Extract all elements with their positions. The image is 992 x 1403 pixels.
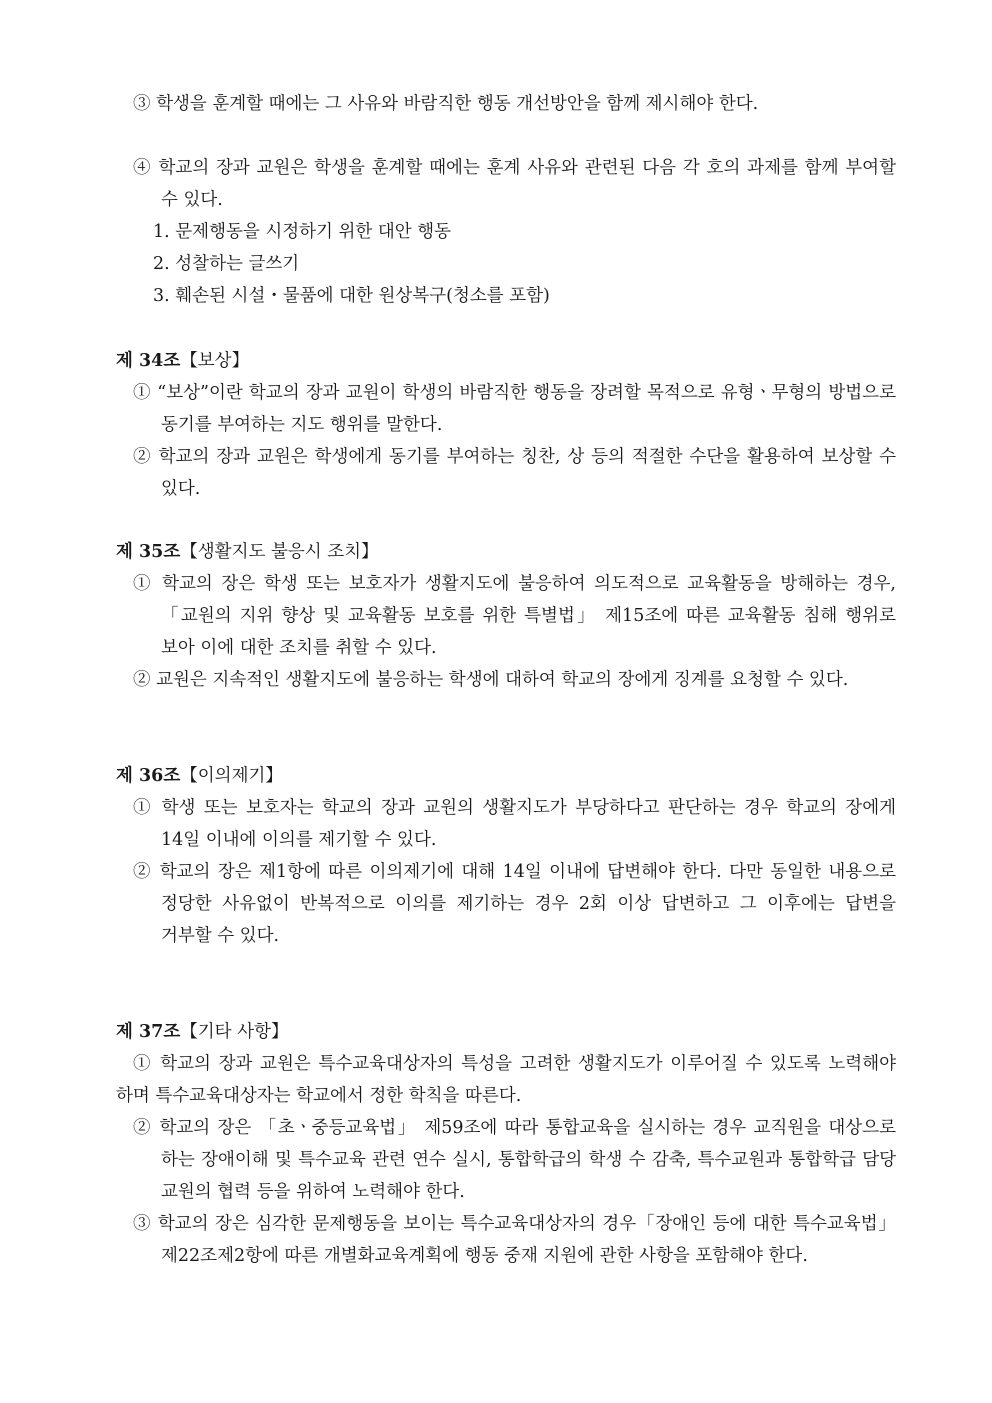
article-35-heading	[116, 536, 379, 568]
article-34-heading	[116, 345, 249, 377]
article-33-item-2: 2. 성찰하는 글쓰기	[153, 254, 300, 274]
article-35-title: 【생활지도 불응시 조치】	[180, 542, 379, 562]
article-36-number: 제 36조	[116, 766, 181, 786]
article-35-number: 제 35조	[116, 542, 181, 562]
article-34-paragraph-2: ② 학교의 장과 교원은 학생에게 동기를 부여하는 칭찬, 상 등의 적절한 수단을 활용하여 보상할 수 있다.	[133, 447, 897, 499]
article-35-paragraph-1: ① 학교의 장은 학생 또는 보호자가 생활지도에 불응하여 의도적으로 교육활동을 방해하는 경우, 「교원의 지위 향상 및 교육활동 보호를 위한 특별법」 제15조에 따른 교육활동 침해 행위로 보아 이에 대한 조치를 취할 수 있다.	[133, 574, 896, 658]
article-35-paragraph-2: ② 교원은 지속적인 생활지도에 불응하는 학생에 대하여 학교의 장에게 징계를 요청할 수 있다.	[133, 670, 849, 690]
article-36-paragraph-2: ② 학교의 장은 제1항에 따른 이의제기에 대해 14일 이내에 답변해야 한다. 다만 동일한 내용으로 정당한 사유없이 반복적으로 이의를 제기하는 경우 2회 이상 답변하고 그 이후에는 답변을 거부할 수 있다.	[133, 862, 896, 946]
article-34-paragraph-1: ① “보상”이란 학교의 장과 교원이 학생의 바람직한 행동을 장려할 목적으로 유형ㆍ무형의 방법으로 동기를 부여하는 지도 행위를 말한다.	[133, 383, 896, 435]
article-34-title: 【보상】	[180, 351, 250, 371]
article-33-paragraph-4: ④ 학교의 장과 교원은 학생을 훈계할 때에는 훈계 사유와 관련된 다음 각 호의 과제를 함께 부여할 수 있다.	[133, 158, 896, 210]
article-33-item-3: 3. 훼손된 시설・물품에 대한 원상복구(청소를 포함)	[153, 286, 550, 306]
article-37-title: 【기타 사항】	[180, 1022, 289, 1042]
article-37-paragraph-1: ① 학교의 장과 교원은 특수교육대상자의 특성을 고려한 생활지도가 이루어질 수 있도록 노력해야 하며 특수교육대상자는 학교에서 정한 학칙을 따른다.	[116, 1054, 896, 1106]
article-36-title: 【이의제기】	[180, 766, 283, 786]
article-34-number: 제 34조	[116, 351, 181, 371]
article-36-paragraph-1: ① 학생 또는 보호자는 학교의 장과 교원의 생활지도가 부당하다고 판단하는 경우 학교의 장에게 14일 이내에 이의를 제기할 수 있다.	[133, 798, 896, 850]
article-37-heading	[116, 1016, 288, 1048]
article-36-heading	[116, 760, 283, 792]
article-33-paragraph-3: ③ 학생을 훈계할 때에는 그 사유와 바람직한 행동 개선방안을 함께 제시해야 한다.	[133, 94, 759, 114]
article-37-number: 제 37조	[116, 1022, 181, 1042]
article-37-paragraph-3: ③ 학교의 장은 심각한 문제행동을 보이는 특수교육대상자의 경우「장애인 등에 대한 특수교육법」제22조제2항에 따른 개별화교육계획에 행동 중재 지원에 관한 사항을 포함해야 한다.	[133, 1214, 896, 1266]
article-37-paragraph-2: ② 학교의 장은 「초ㆍ중등교육법」 제59조에 따라 통합교육을 실시하는 경우 교직원을 대상으로 하는 장애이해 및 특수교육 관련 연수 실시, 통합학급의 학생 수 감축, 특수교원과 통합학급 담당 교원의 협력 등을 위하여 노력해야 한다.	[133, 1118, 896, 1202]
article-33-item-1: 1. 문제행동을 시정하기 위한 대안 행동	[153, 222, 452, 242]
